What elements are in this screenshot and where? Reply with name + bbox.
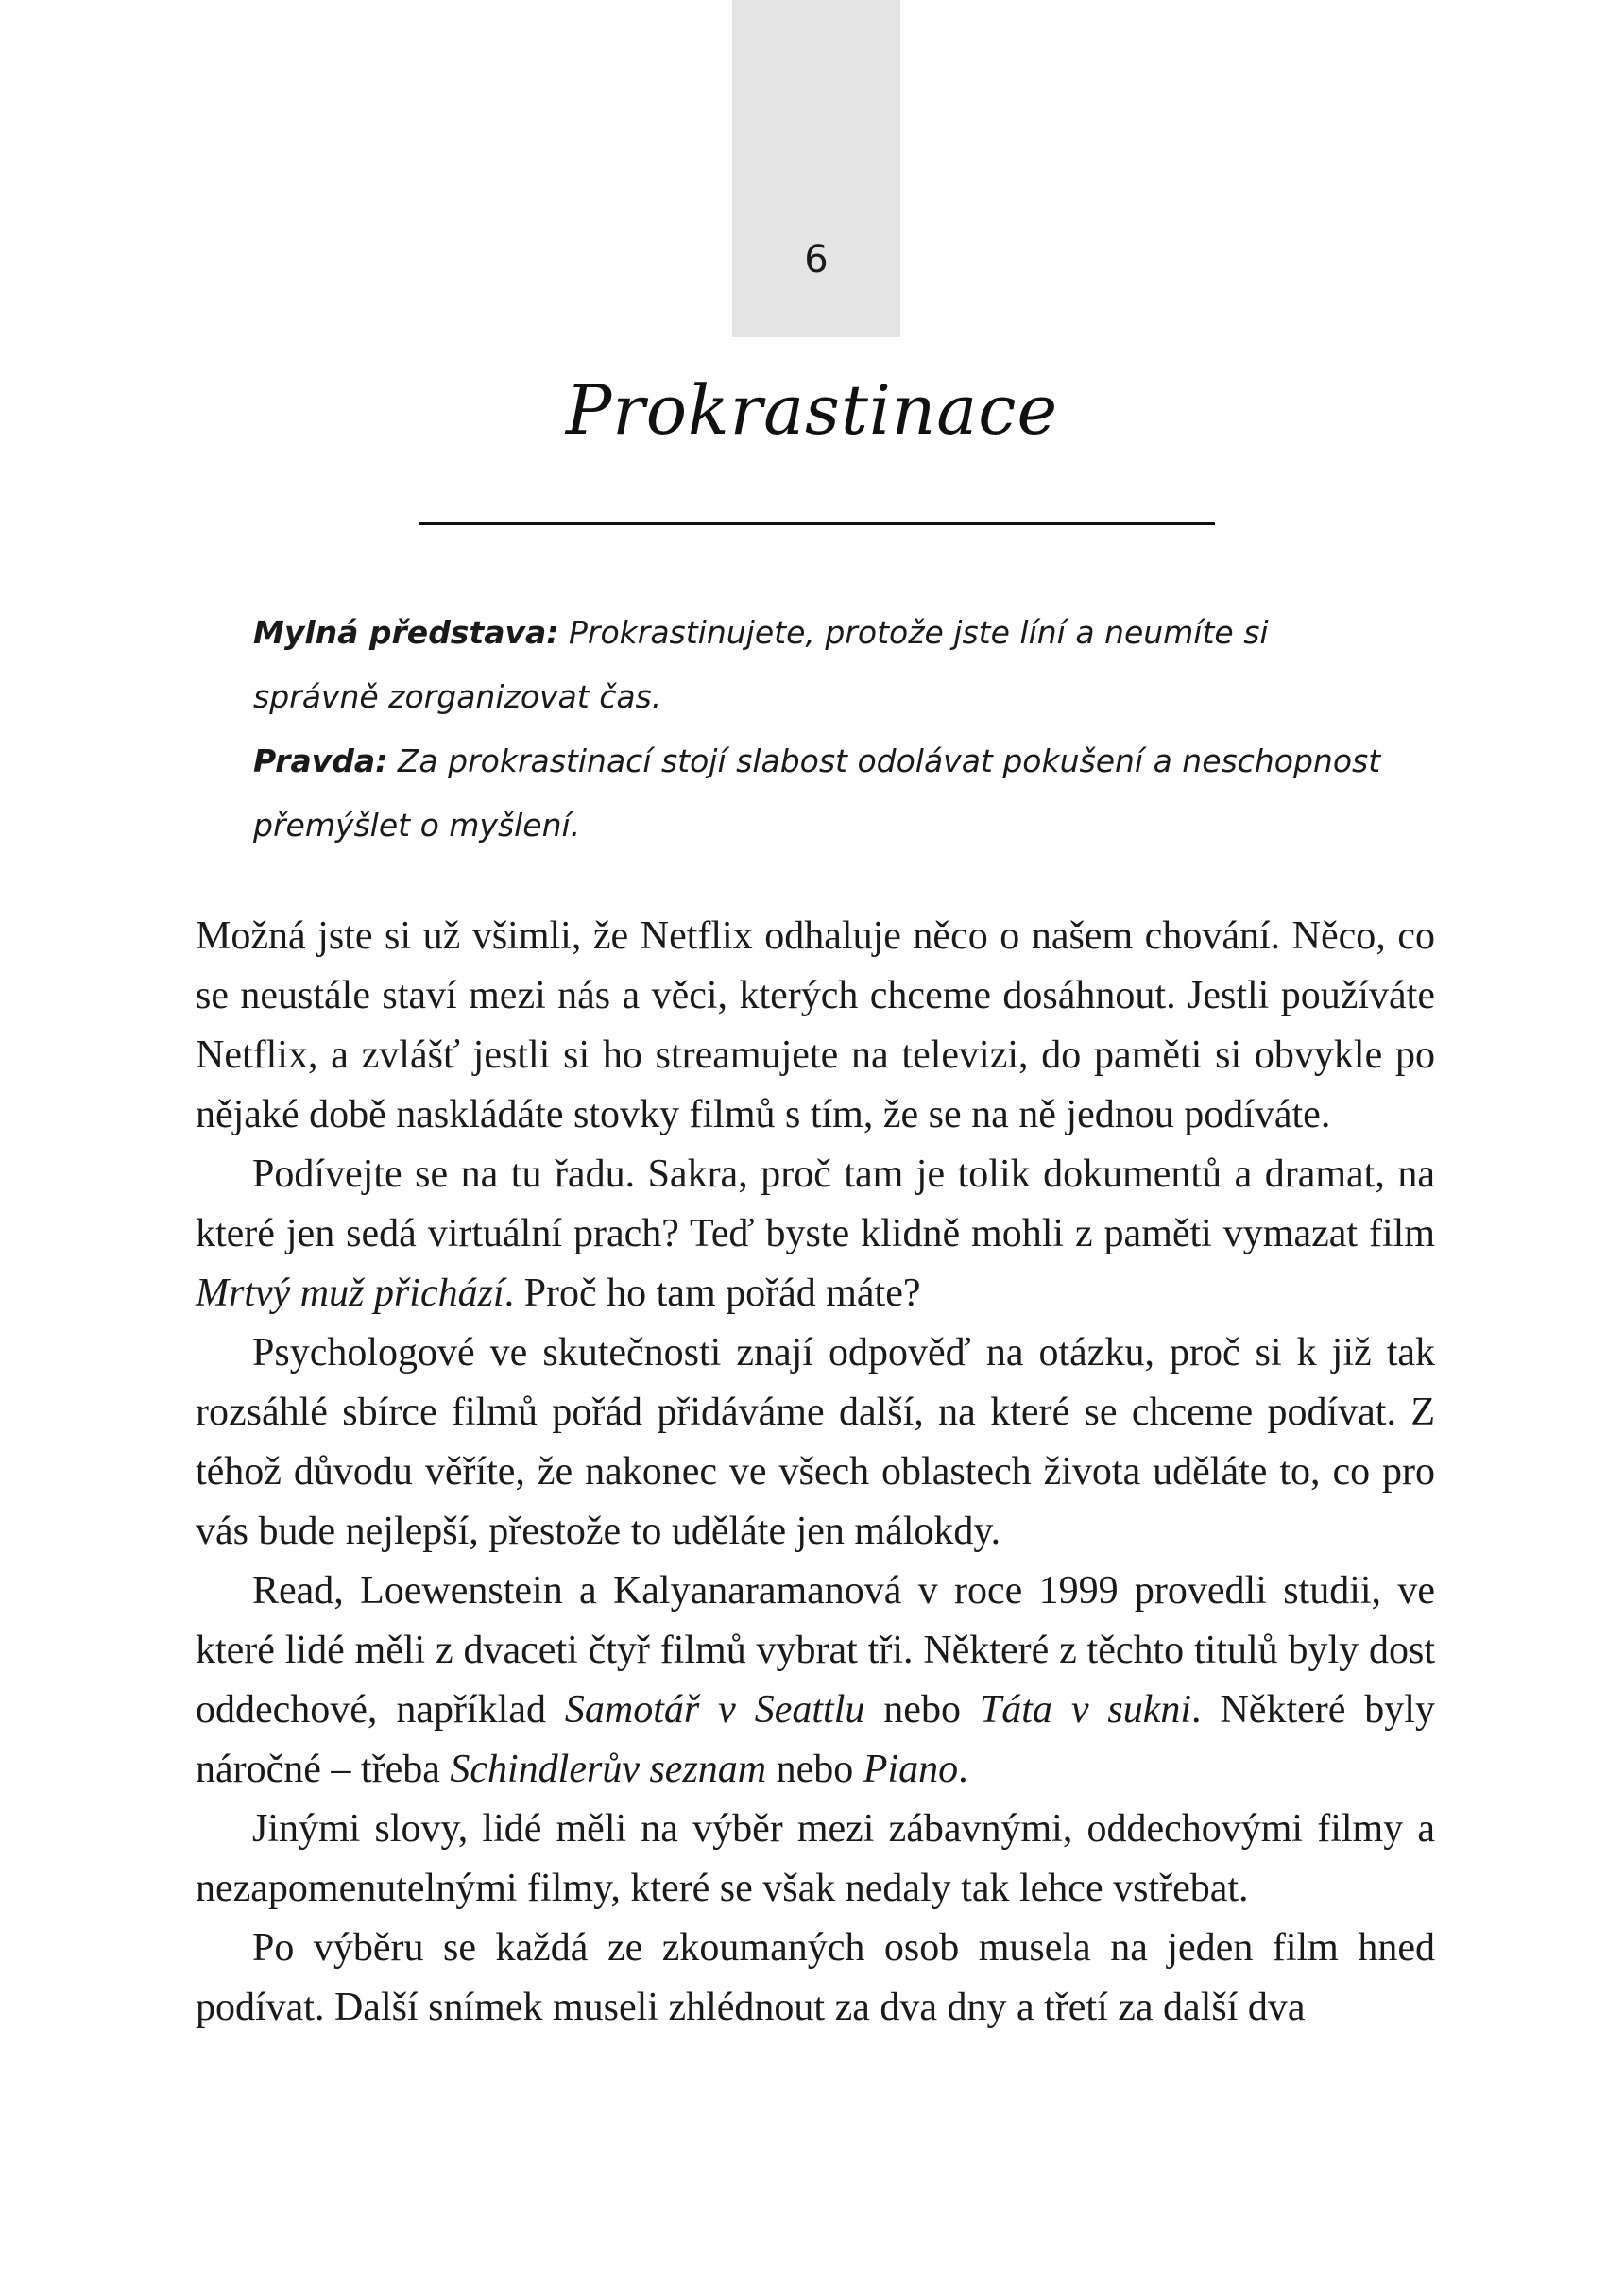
paragraph-4-text-c: . Některé byly náročné – třeba (196, 1688, 1435, 1791)
paragraph-1: Možná jste si už všimli, že Netflix odhaluje něco o našem chování. Něco, co se neustále staví mezi nás a věci, kterých chceme dosáhnout. Jestli používáte Netflix, a zvlášť jestli si ho streamujete na televizi, do paměti si obvykle po nějaké době naskládáte stovky filmů s tím, že se na ně jednou podíváte. (196, 914, 1435, 1136)
chapter-number: 6 (804, 238, 829, 282)
film-title: Mrtvý muž přichází (196, 1272, 504, 1315)
paragraph-3: Psychologové ve skutečnosti znají odpověď na otázku, proč si k již tak rozsáhlé sbírce filmů pořád přidáváme další, na které se chceme podívat. Z téhož důvodu věříte, že nakonec ve všech oblastech života uděláte to, co pro vás bude nejlepší, přestože to uděláte jen málokdy. (196, 1331, 1435, 1553)
title-divider (419, 522, 1215, 525)
myth-text: Prokrastinujete, protože jste líní a neumíte si správně zorganizovat čas. (253, 614, 1269, 715)
film-title: Táta v sukni (979, 1688, 1192, 1732)
paragraph-4 (196, 1562, 1435, 1800)
paragraph-2-text-a: Podívejte se na tu řadu. Sakra, proč tam je tolik dokumentů a dramat, na které jen sedá virtuální prach? Teď byste klidně mohli z paměti vymazat film (196, 1152, 1435, 1255)
film-title: Samotář v Seattlu (564, 1688, 865, 1732)
chapter-title: Prokrastinace (565, 370, 1059, 450)
truth-label: Pravda: (253, 742, 388, 779)
myth-truth-box (253, 601, 1387, 858)
paragraph-5: Jinými slovy, lidé měli na výběr mezi zábavnými, oddechovými filmy a nezapomenutelnými filmy, které se však nedaly tak lehce vstřebat. (196, 1807, 1435, 1910)
chapter-number-tab (732, 0, 900, 337)
paragraph-4-text-b: nebo (864, 1688, 980, 1732)
myth-label: Mylná představa: (253, 614, 559, 651)
body-text (196, 907, 1435, 2038)
paragraph-6: Po výběru se každá ze zkoumaných osob musela na jeden film hned podívat. Další snímek museli zhlédnout za dva dny a třetí za další dva (196, 1926, 1435, 2029)
paragraph-2 (196, 1145, 1435, 1323)
paragraph-4-text-e: . (958, 1748, 968, 1791)
truth-statement (253, 729, 1387, 858)
paragraph-4-text-d: nebo (766, 1748, 863, 1791)
film-title: Piano (863, 1748, 959, 1791)
film-title: Schindlerův seznam (450, 1748, 767, 1791)
paragraph-4-text-a: Read, Loewenstein a Kalyanaramanová v roce 1999 provedli studii, ve které lidé měli z dvaceti čtyř filmů vybrat tři. Některé z těchto titulů byly dost oddechové, například (196, 1569, 1435, 1732)
truth-text: Za prokrastinací stojí slabost odolávat pokušení a neschopnost přemýšlet o myšlení. (253, 742, 1381, 844)
myth-statement (253, 601, 1387, 729)
paragraph-2-text-b: . Proč ho tam pořád máte? (504, 1272, 921, 1315)
